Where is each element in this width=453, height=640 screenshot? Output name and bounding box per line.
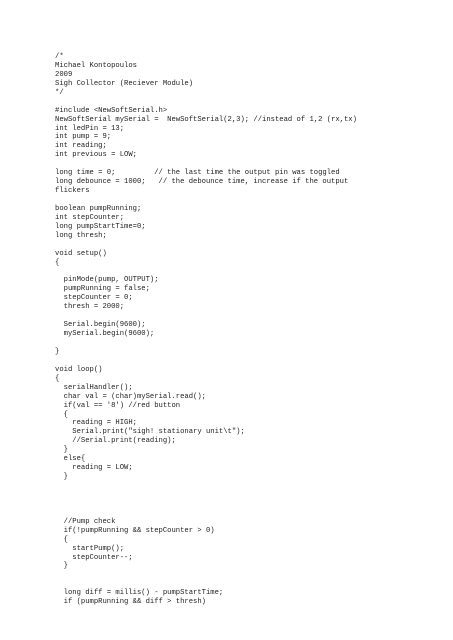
code-line: int reading;: [55, 142, 107, 151]
code-line: {: [55, 410, 68, 419]
code-line: long pumpStartTime=0;: [55, 222, 146, 231]
code-line: thresh = 2000;: [55, 303, 125, 312]
code-line: reading = LOW;: [55, 464, 133, 473]
code-line: [55, 482, 445, 491]
code-line: Michael Kontopoulos: [55, 61, 137, 70]
code-line: flickers: [55, 187, 90, 196]
code-line: //Pump check: [55, 517, 116, 526]
code-line: int pump = 9;: [55, 133, 112, 142]
code-line: void setup(): [55, 249, 107, 258]
code-line: [55, 241, 445, 250]
code-line: [55, 98, 445, 107]
code-line: else{: [55, 455, 86, 464]
code-line: boolean pumpRunning;: [55, 204, 142, 213]
code-line: {: [55, 258, 60, 267]
code-line: [55, 571, 445, 580]
code-line: /*: [55, 53, 64, 61]
code-line: pinMode(pump, OUTPUT);: [55, 276, 159, 285]
code-line: reading = HIGH;: [55, 419, 137, 428]
code-listing: [55, 53, 445, 607]
code-line: int previous = LOW;: [55, 151, 137, 160]
code-line: long diff = millis() - pumpStartTime;: [55, 589, 224, 598]
code-line: void loop(): [55, 365, 103, 374]
code-line: [55, 196, 445, 205]
code-line: [55, 580, 445, 589]
code-line: }: [55, 347, 60, 356]
code-line: [55, 339, 445, 348]
code-line: mySerial.begin(9600);: [55, 330, 155, 339]
code-line: //Serial.print(reading);: [55, 437, 176, 446]
code-line: serialHandler();: [55, 383, 133, 392]
code-line: }: [55, 446, 68, 455]
code-line: */: [55, 88, 64, 97]
code-line: Sigh Collector (Reciever Module): [55, 79, 194, 88]
code-line: if(!pumpRunning && stepCounter > 0): [55, 526, 215, 535]
code-line: [55, 312, 445, 321]
code-line: [55, 491, 445, 500]
code-line: long thresh;: [55, 231, 107, 240]
code-line: stepCounter--;: [55, 553, 133, 562]
code-line: stepCounter = 0;: [55, 294, 133, 303]
code-line: #include <NewSoftSerial.h>: [55, 106, 168, 115]
code-line: startPump();: [55, 544, 125, 553]
code-line: 2009: [55, 70, 73, 79]
code-line: [55, 509, 445, 518]
code-line: long debounce = 1000; // the debounce time, increase if the output: [55, 178, 349, 187]
code-line: [55, 500, 445, 509]
code-line: Serial.print("sigh! stationary unit\t");: [55, 428, 245, 437]
code-line: [55, 160, 445, 169]
code-line: long time = 0; // the last time the output pin was toggled: [55, 169, 340, 178]
code-line: }: [55, 562, 68, 571]
code-line: Serial.begin(9600);: [55, 321, 146, 330]
code-line: NewSoftSerial mySerial = NewSoftSerial(2,3); //instead of 1,2 (rx,tx): [55, 115, 357, 124]
code-line: }: [55, 473, 68, 482]
code-line: [55, 268, 445, 277]
code-line: {: [55, 535, 68, 544]
code-line: {: [55, 374, 60, 383]
code-line: if (pumpRunning && diff > thresh): [55, 598, 206, 607]
code-line: pumpRunning = false;: [55, 285, 150, 294]
code-line: int ledPin = 13;: [55, 124, 125, 133]
code-line: [55, 357, 445, 366]
code-line: char val = (char)mySerial.read();: [55, 392, 206, 401]
code-line: if(val == '8') //red button: [55, 401, 181, 410]
code-line: int stepCounter;: [55, 213, 125, 222]
